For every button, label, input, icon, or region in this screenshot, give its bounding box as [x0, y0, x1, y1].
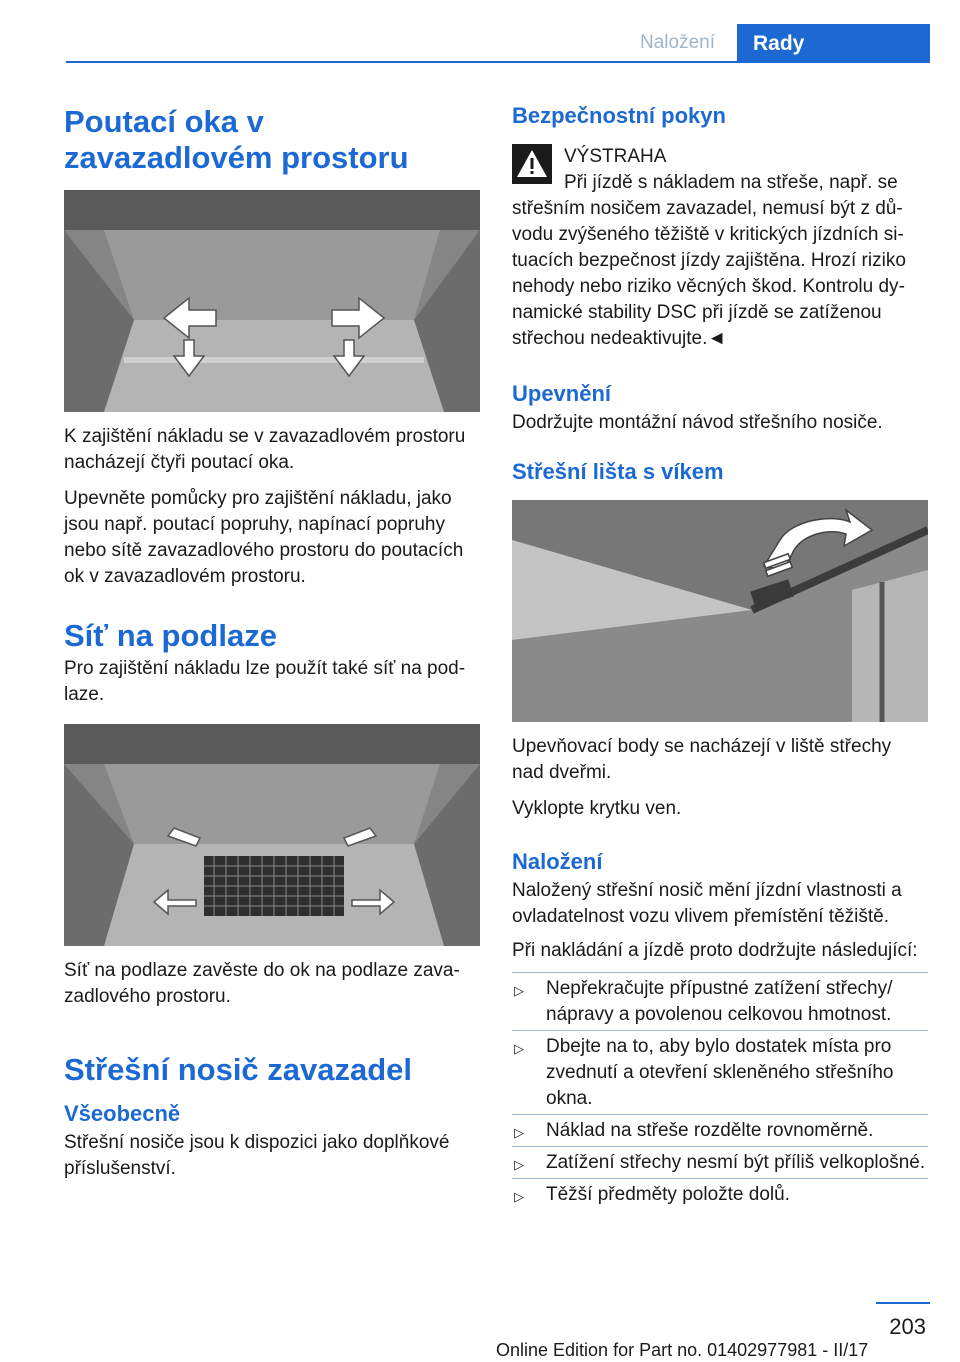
list-item-text: Těžší předměty položte dolů. [546, 1184, 790, 1205]
list-divider [512, 1178, 928, 1179]
subheading-safety: Bezpečnostní pokyn [512, 103, 726, 128]
page-number: 203 [889, 1314, 926, 1339]
subheading-loading: Naložení [512, 849, 603, 874]
list-divider [512, 1030, 928, 1031]
triangle-bullet-icon: ▷ [514, 1189, 524, 1204]
list-item [512, 976, 928, 1028]
heading-floor-net: Síť na podlaze [64, 618, 277, 653]
list-item [512, 1034, 928, 1112]
floor-net-image [64, 724, 480, 946]
text-general: Střešní nosiče jsou k dispozici jako doplňkové příslušenství. [64, 1132, 450, 1179]
list-divider [512, 972, 928, 973]
text-loading-2: Při nakládání a jízdě proto dodržujte následující: [512, 940, 918, 961]
triangle-bullet-icon: ▷ [514, 1125, 524, 1140]
text-mounting: Dodržujte montážní návod střešního nosiče. [512, 412, 883, 433]
triangle-bullet-icon: ▷ [514, 1041, 524, 1056]
text-loading-1: Naložený střešní nosič mění jízdní vlastnosti a ovladatelnost vozu vlivem přemístění těžiště. [512, 880, 902, 927]
list-item-text: Dbejte na to, aby bylo dostatek místa pro zvednutí a otevření skleněného střešního okna. [546, 1036, 894, 1109]
tab-active-label: Rady [753, 32, 805, 55]
text-floor-net: Pro zajištění nákladu lze použít také síť na podlaze. [64, 658, 466, 705]
text-eyes-intro: K zajištění nákladu se v zavazadlovém prostoru nacházejí čtyři poutací oka. [64, 426, 466, 473]
text-floor-net-hang: Síť na podlaze zavěste do ok na podlaze zavazadlového prostoru. [64, 960, 460, 1007]
list-item-text: Zatížení střechy nesmí být příliš velkoplošné. [546, 1152, 926, 1173]
text-rail-cover: Vyklopte krytku ven. [512, 798, 682, 819]
triangle-bullet-icon: ▷ [514, 983, 524, 998]
list-item [512, 1182, 928, 1208]
tab-active[interactable] [737, 24, 930, 63]
roof-rail-image [512, 500, 928, 722]
loading-list [512, 976, 928, 1208]
list-item [512, 1150, 928, 1176]
subheading-mounting: Upevnění [512, 381, 612, 406]
tab-section[interactable]: Naložení [640, 32, 715, 53]
subheading-general: Všeobecně [64, 1101, 181, 1126]
subheading-roof-rail: Střešní lišta s víkem [512, 459, 724, 484]
list-divider [512, 1146, 928, 1147]
warning-text: Při jízdě s nákladem na střeše, např. se střešním nosičem zavazadel, nemusí být z důvodu zvýšeného těžiště v kritických jízdních situacích bezpečnost jízdy zajištěna. Hrozí riziko nehody nebo riziko věcných škod. Kontrolu dynamické stability DSC při jízdě se zatíženou střechou nedeaktivujte.◄ [512, 172, 906, 349]
left-column [64, 98, 480, 1182]
text-eyes-use: Upevněte pomůcky pro zajištění nákladu, jako jsou např. poutací popruhy, napínací popruhy nebo sítě zavazadlového prostoru do poutacích ok v zavazadlovém prostoru. [64, 488, 464, 587]
list-divider [512, 1114, 928, 1115]
right-column [512, 98, 928, 1214]
warning-label: VÝSTRAHA [564, 146, 667, 167]
list-item-text: Nepřekračujte přípustné zatížení střechy/ nápravy a povolenou celkovou hmotnost. [546, 978, 893, 1025]
trunk-eyes-image [64, 190, 480, 412]
warning-triangle-icon [512, 144, 552, 184]
triangle-bullet-icon: ▷ [514, 1157, 524, 1172]
footer-rule [876, 1302, 930, 1304]
edition-footer: Online Edition for Part no. 01402977981 - II/17 [496, 1340, 869, 1360]
list-item-text: Náklad na střeše rozdělte rovnoměrně. [546, 1120, 874, 1141]
heading-roof-rack: Střešní nosič zavazadel [64, 1052, 413, 1087]
heading-tie-down-eyes: Poutací oka v zavazadlovém prostoru [64, 104, 409, 175]
list-item [512, 1118, 928, 1144]
text-rail-points: Upevňovací body se nacházejí v liště střechy nad dveřmi. [512, 736, 892, 783]
